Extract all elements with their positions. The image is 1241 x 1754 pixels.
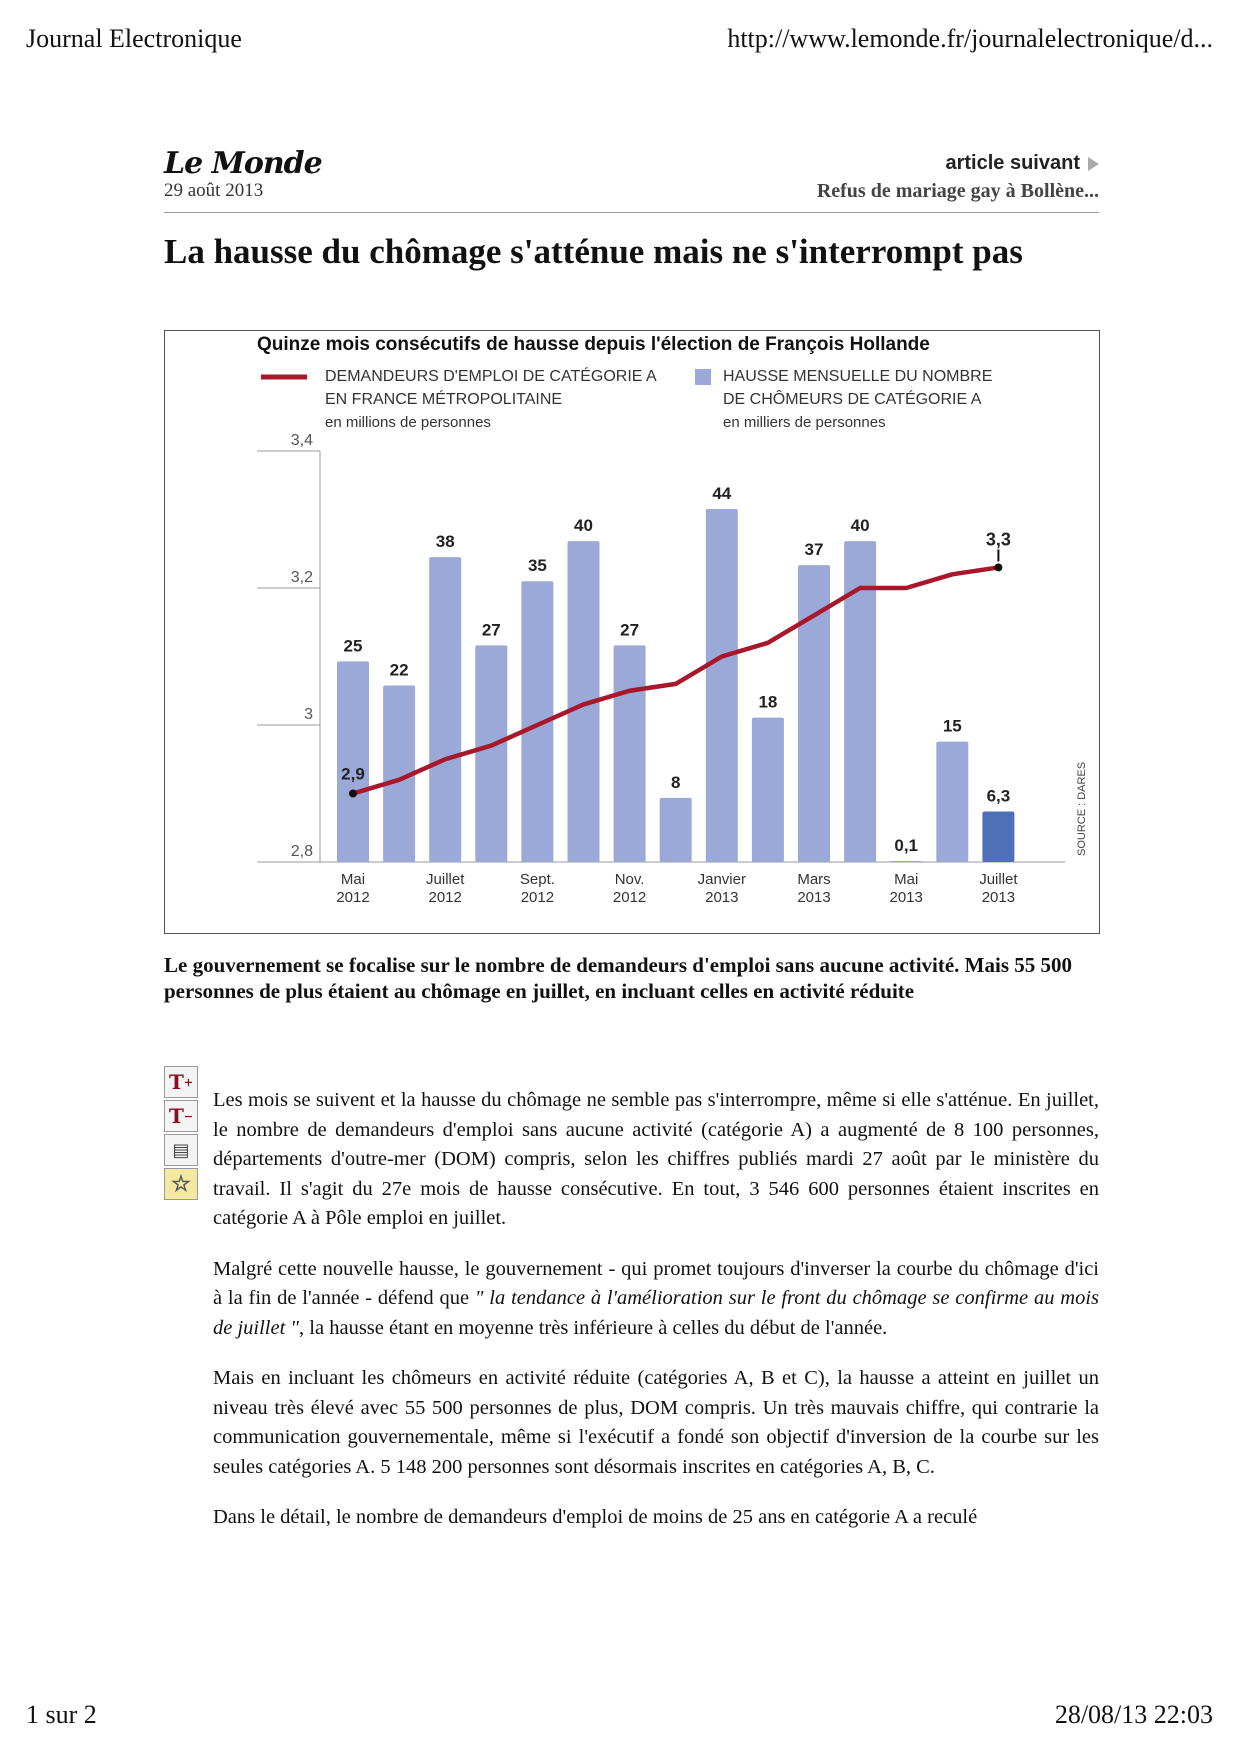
print-timestamp: 28/08/13 22:03 (1054, 1700, 1213, 1729)
next-article-label: article suivant (945, 152, 1080, 174)
line-end-label: 3,3 (985, 529, 1011, 550)
x-tick-label: Juillet (426, 871, 465, 888)
bar-value-label: 8 (670, 772, 681, 792)
x-tick-label: Janvier (697, 871, 746, 888)
header-divider (164, 212, 1099, 213)
paragraph: Dans le détail, le nombre de demandeurs d'emploi de moins de 25 ans en catégorie A a reculé (213, 1506, 978, 1528)
bar (337, 661, 369, 862)
line-legend-text: en millions de personnes (325, 414, 491, 431)
bar-legend-text: HAUSSE MENSUELLE DU NOMBRE (723, 368, 993, 385)
bar-value-label: 27 (620, 620, 640, 640)
bar (936, 742, 968, 862)
print-header-url: http://www.lemonde.fr/journalelectronique/d... (727, 24, 1213, 53)
paragraph-text: Malgré cette nouvelle hausse, le gouvernement - qui promet toujours d'inverser la courbe du chômage d'ici à la fin de l'année - défend que (213, 1257, 1099, 1309)
bar (752, 718, 784, 862)
bar (614, 645, 646, 862)
line-end-point (994, 563, 1002, 571)
next-article-link[interactable] (945, 152, 1099, 175)
x-tick-label: Mai (894, 871, 919, 888)
chart-source: SOURCE : DARES (1076, 761, 1088, 856)
bar-value-label: 37 (804, 540, 824, 560)
bar-value-label: 38 (435, 532, 455, 552)
line-legend-text: DEMANDEURS D'EMPLOI DE CATÉGORIE A (325, 368, 657, 385)
publication-date: 29 août 2013 (164, 180, 264, 201)
y-tick-label: 3 (304, 706, 313, 723)
x-tick-label: Mars (797, 871, 831, 888)
bar-value-label: 0,1 (894, 836, 919, 855)
unemployment-chart (164, 330, 1100, 934)
line-start-point (349, 790, 357, 798)
bar-value-label: 6,3 (986, 786, 1011, 806)
article-lede: Le gouvernement se focalise sur le nombre de demandeurs d'emploi sans aucune activité. Mais 55 500 personnes de plus étaient au chômage en juillet, en incluant celles en activité réduite (164, 953, 1073, 1003)
bar-value-label: 18 (758, 692, 778, 712)
x-tick-label: Juillet (979, 871, 1018, 888)
bar-value-label: 27 (481, 620, 501, 640)
article-headline: La hausse du chômage s'atténue mais ne s'interrompt pas (164, 232, 1023, 271)
bar-legend-swatch (695, 369, 711, 385)
x-tick-label: Nov. (614, 871, 645, 888)
x-tick-label: 2012 (336, 889, 370, 906)
text-increase-icon[interactable]: T + (164, 1066, 198, 1098)
paragraph-text: , la hausse étant en moyenne très inférieure à celles du début de l'année. (299, 1316, 888, 1339)
paragraph (213, 1255, 1099, 1344)
quote: " la tendance à l'amélioration sur le front du chômage se confirme au mois de juillet " (213, 1287, 1099, 1339)
x-tick-label: 2012 (520, 889, 555, 906)
line-legend-text: EN FRANCE MÉTROPOLITAINE (325, 391, 563, 408)
article-body (213, 1086, 1099, 1554)
x-tick-label: 2013 (705, 889, 739, 906)
chart-title: Quinze mois consécutifs de hausse depuis l'élection de François Hollande (257, 334, 930, 355)
bar-legend-text: DE CHÔMEURS DE CATÉGORIE A (723, 391, 982, 408)
bar-value-label: 40 (850, 516, 870, 536)
le-monde-logo[interactable]: Le Monde (164, 146, 322, 181)
article-toolbar (164, 1066, 200, 1202)
bar-value-label: 40 (574, 516, 593, 536)
y-tick-label: 3,4 (290, 432, 313, 449)
y-tick-label: 2,8 (290, 843, 313, 860)
x-tick-label: 2013 (797, 889, 831, 906)
chart-svg (165, 331, 1099, 933)
print-header-title: Journal Electronique (26, 24, 242, 53)
bar (706, 509, 738, 862)
text-decrease-icon[interactable]: T − (164, 1100, 198, 1132)
bar (890, 861, 922, 862)
x-tick-label: 2013 (889, 889, 923, 906)
bar (475, 645, 507, 862)
bar (429, 557, 461, 862)
x-tick-label: 2012 (428, 889, 462, 906)
star-icon[interactable]: ☆ (164, 1168, 198, 1200)
x-tick-label: 2012 (612, 889, 647, 906)
bar-value-label: 35 (527, 556, 547, 576)
paragraph: Les mois se suivent et la hausse du chômage ne semble pas s'interrompre, même si elle s'atténue. En juillet, le nombre de demandeurs d'emploi sans aucune activité (catégorie A) a augmenté de 8 100 personnes, départements d'outre-mer (DOM) compris, selon les chiffres publiés mardi 27 août par le ministère du travail. Il s'agit du 27e mois de hausse consécutive. En tout, 3 546 600 personnes étaient inscrites en catégorie A à Pôle emploi en juillet. (213, 1089, 1099, 1229)
page-count: 1 sur 2 (26, 1700, 97, 1729)
bar (660, 798, 692, 862)
bar-legend-text: en milliers de personnes (723, 414, 886, 431)
arrow-right-icon (1088, 157, 1099, 171)
y-tick-label: 3,2 (290, 569, 313, 586)
x-tick-label: Mai (340, 871, 366, 888)
x-tick-label: 2013 (981, 889, 1016, 906)
bar-value-label: 44 (712, 484, 732, 503)
bar (982, 811, 1014, 862)
bar-value-label: 22 (389, 660, 409, 680)
bar-value-label: 25 (343, 636, 363, 656)
x-tick-label: Sept. (519, 871, 555, 888)
bar-value-label: 15 (942, 716, 962, 736)
print-icon[interactable]: ▤ (164, 1134, 198, 1166)
line-start-label: 2,9 (341, 764, 365, 784)
next-article-title[interactable]: Refus de mariage gay à Bollène... (816, 180, 1099, 202)
paragraph: Mais en incluant les chômeurs en activité réduite (catégories A, B et C), la hausse a atteint en juillet un niveau très élevé avec 55 500 personnes de plus, DOM compris. Un très mauvais chiffre, qui contrarie la communication gouvernementale, même si l'exécutif a fondé son objectif d'inversion de la courbe sur les seules catégories A. 5 148 200 personnes sont désormais inscrites en catégories A, B, C. (213, 1367, 1099, 1478)
